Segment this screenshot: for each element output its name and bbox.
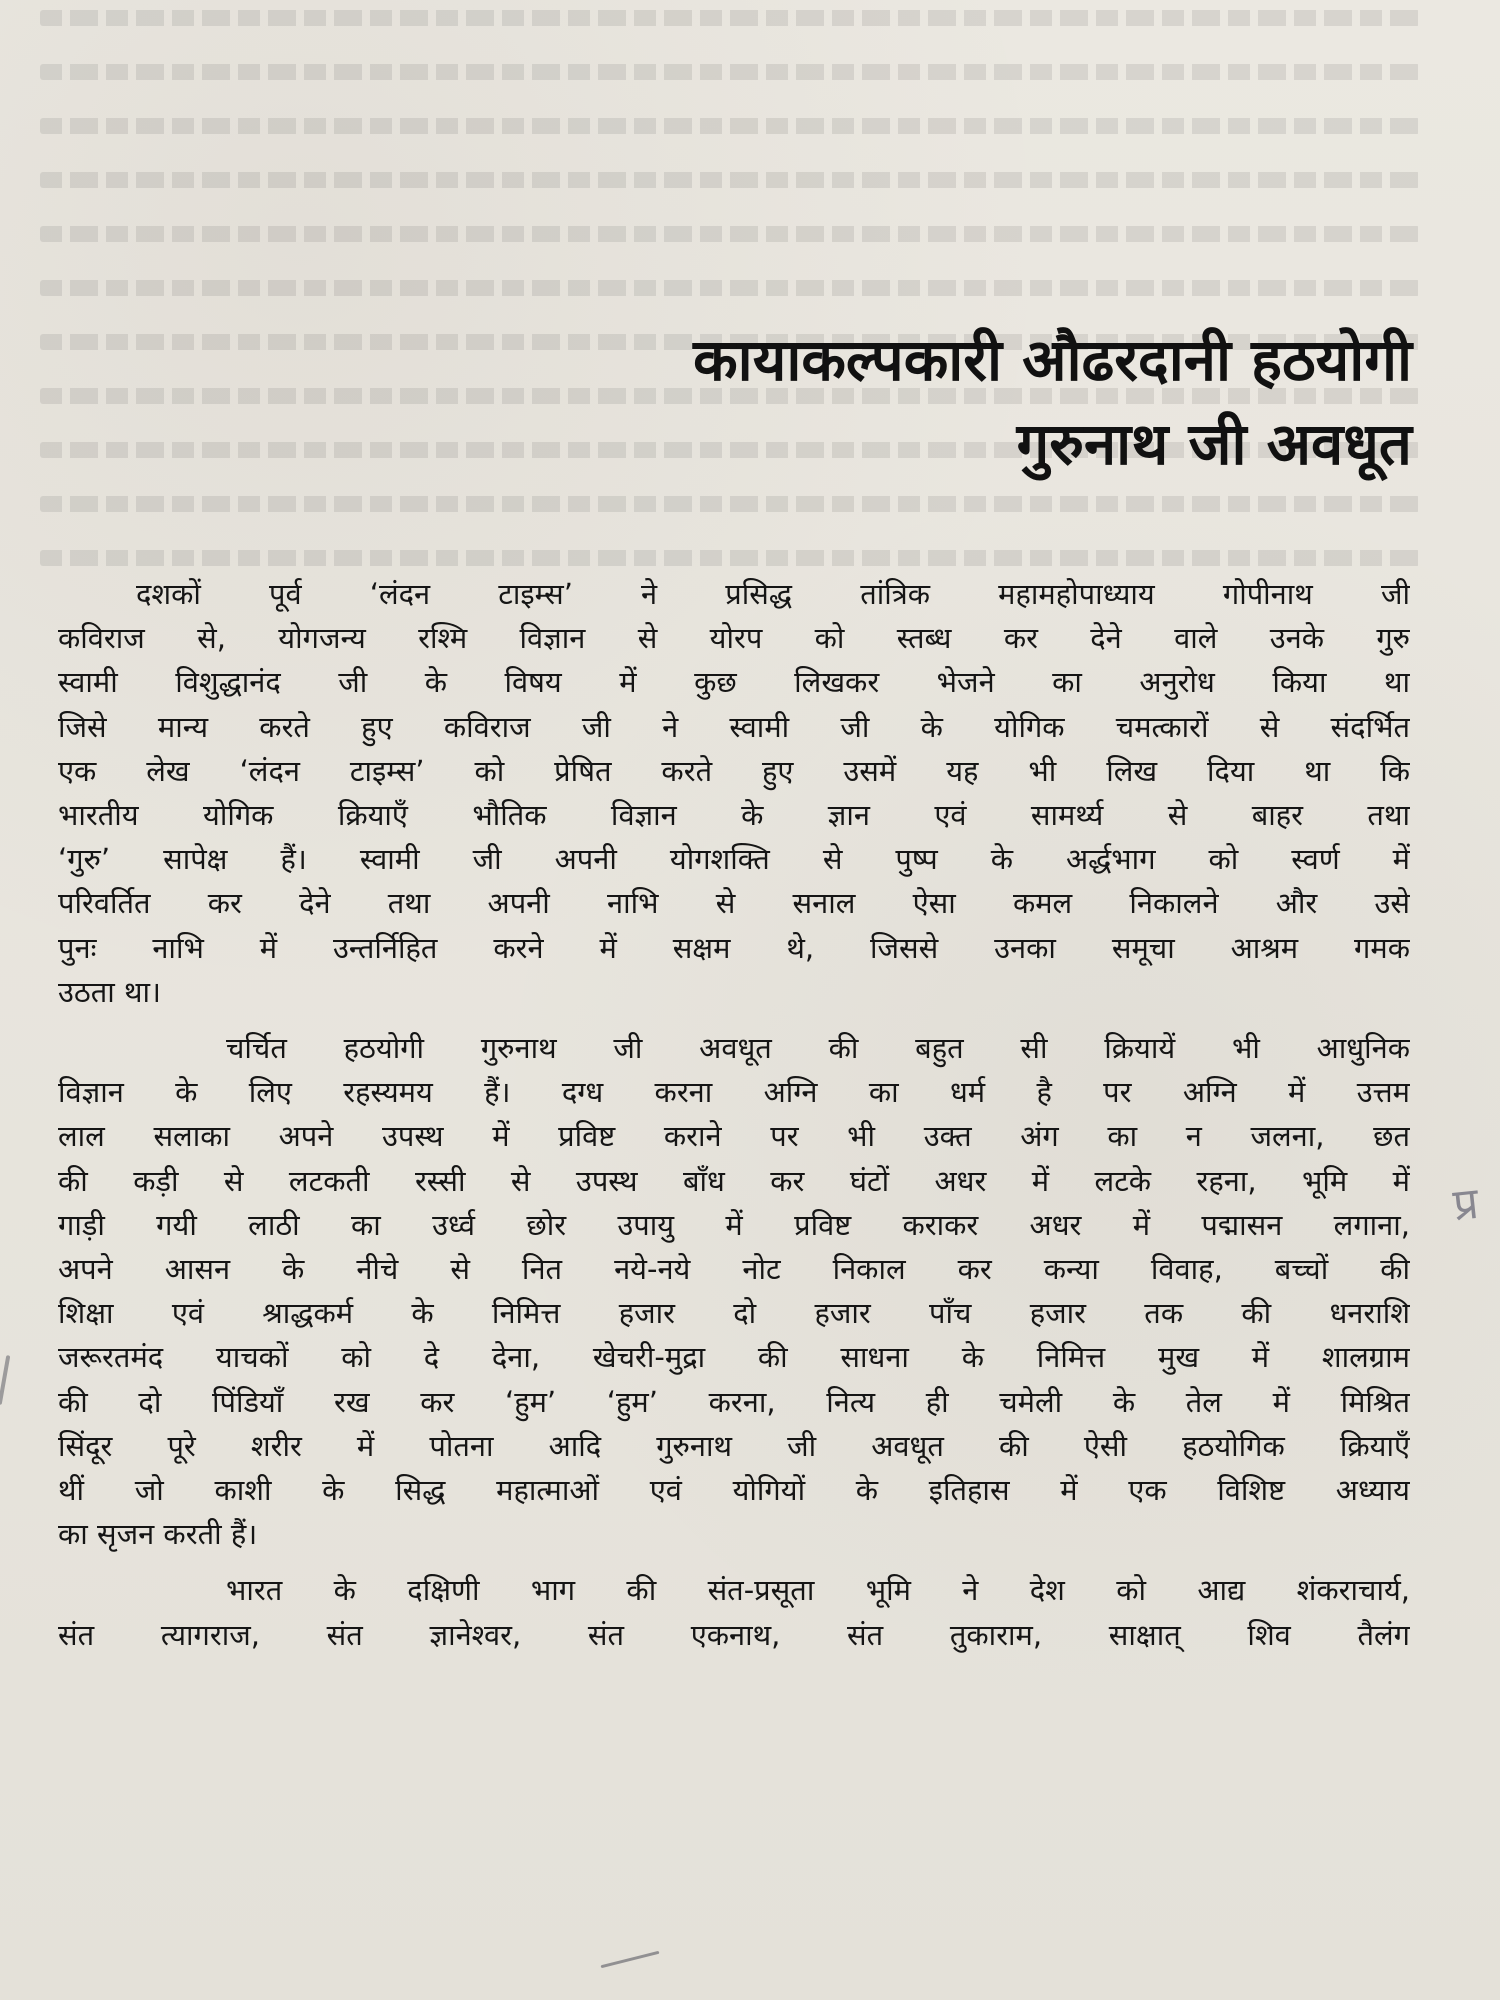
bleed-through-text [40, 10, 1420, 590]
text-line: सिंदूर पूरे शरीर में पोतना आदि गुरुनाथ जी अवधूत की ऐसी हठयोगिक क्रियाएँ [58, 1428, 1410, 1463]
text-line: की दो पिंडियाँ रख कर ‘हुम’ ‘हुम’ करना, नित्य ही चमेली के तेल में मिश्रित [58, 1384, 1410, 1419]
text-line: पुनः नाभि में उन्तर्निहित करने में सक्षम थे, जिससे उनका समूचा आश्रम गमक [58, 930, 1410, 965]
text-line: दशकों पूर्व ‘लंदन टाइम्स’ ने प्रसिद्ध तांत्रिक महामहोपाध्याय गोपीनाथ जी [136, 577, 1410, 611]
chapter-title-line-2: गुरुनाथ जी अवधूत [1016, 410, 1412, 478]
text-line: एक लेख ‘लंदन टाइम्स’ को प्रेषित करते हुए उसमें यह भी लिख दिया था कि [58, 753, 1410, 788]
pen-mark [0, 1355, 10, 1405]
text-line: थीं जो काशी के सिद्ध महात्माओं एवं योगियों के इतिहास में एक विशिष्ट अध्याय [58, 1473, 1410, 1508]
text-line: गाड़ी गयी लाठी का उर्ध्व छोर उपायु में प्रविष्ट कराकर अधर में पद्मासन लगाना, [58, 1207, 1410, 1242]
paragraph-3 [58, 1568, 1410, 1656]
text-line: ‘गुरु’ सापेक्ष हैं। स्वामी जी अपनी योगशक्ति से पुष्प के अर्द्धभाग को स्वर्ण में [58, 842, 1410, 877]
paragraph-2 [58, 1026, 1410, 1556]
chapter-title-line-1: कायाकल्पकारी औढरदानी हठयोगी [693, 326, 1412, 394]
text-line: स्वामी विशुद्धानंद जी के विषय में कुछ लिखकर भेजने का अनुरोध किया था [58, 665, 1410, 700]
body-text [58, 572, 1410, 1669]
text-line: अपने आसन के नीचे से नित नये-नये नोट निकाल कर कन्या विवाह, बच्चों की [58, 1252, 1410, 1287]
text-line: संत त्यागराज, संत ज्ञानेश्वर, संत एकनाथ, संत तुकाराम, साक्षात् शिव तैलंग [58, 1617, 1410, 1652]
paragraph-1 [58, 572, 1410, 1014]
text-line: विज्ञान के लिए रहस्यमय हैं। दग्ध करना अग्नि का धर्म है पर अग्नि में उत्तम [58, 1075, 1410, 1110]
text-line: लाल सलाका अपने उपस्थ में प्रविष्ट कराने पर भी उक्त अंग का न जलना, छत [58, 1119, 1410, 1154]
handwritten-margin-note: प्र [1450, 1177, 1481, 1232]
chapter-title [693, 318, 1412, 486]
text-line: भारतीय योगिक क्रियाएँ भौतिक विज्ञान के ज्ञान एवं सामर्थ्य से बाहर तथा [58, 798, 1410, 833]
pen-mark [601, 1951, 660, 1968]
text-line: जरूरतमंद याचकों को दे देना, खेचरी-मुद्रा की साधना के निमित्त मुख में शालग्राम [58, 1340, 1410, 1375]
text-line: कविराज से, योगजन्य रश्मि विज्ञान से योरप को स्तब्ध कर देने वाले उनके गुरु [58, 621, 1410, 656]
text-line: की कड़ी से लटकती रस्सी से उपस्थ बाँध कर घंटों अधर में लटके रहना, भूमि में [58, 1163, 1410, 1198]
text-line: परिवर्तित कर देने तथा अपनी नाभि से सनाल ऐसा कमल निकालने और उसे [58, 886, 1410, 921]
text-line: भारत के दक्षिणी भाग की संत-प्रसूता भूमि ने देश को आद्य शंकराचार्य, [226, 1573, 1410, 1608]
text-line: उठता था। [58, 974, 162, 1009]
text-line: शिक्षा एवं श्राद्धकर्म के निमित्त हजार दो हजार पाँच हजार तक की धनराशि [58, 1296, 1410, 1331]
text-line: चर्चित हठयोगी गुरुनाथ जी अवधूत की बहुत सी क्रियायें भी आधुनिक [226, 1031, 1410, 1066]
text-line: जिसे मान्य करते हुए कविराज जी ने स्वामी जी के योगिक चमत्कारों से संदर्भित [58, 709, 1410, 744]
text-line: का सृजन करती हैं। [58, 1517, 258, 1552]
